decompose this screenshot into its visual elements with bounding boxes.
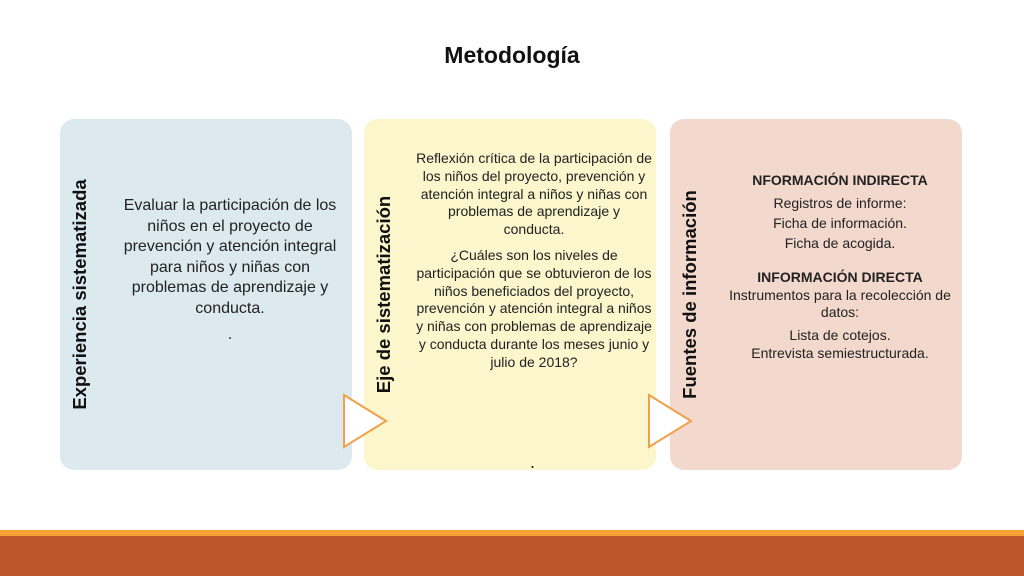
indirect-item: Ficha de acogida. <box>784 235 896 251</box>
panel-label-experiencia: Experiencia sistematizada <box>69 179 90 410</box>
experiencia-text: Evaluar la participación de los niños en el proyecto de prevención y atención integral para niños y niñas con problemas de aprendizaje y conducta. <box>123 197 337 317</box>
panel-body-eje <box>416 150 652 372</box>
experiencia-mark: . <box>227 326 233 343</box>
eje-text-1: Reflexión crítica de la participación de los niños del proyecto, prevención y atención integral a niños y niñas con problemas de aprendizaje y conducta. <box>416 150 652 238</box>
indirect-item: Ficha de información. <box>773 215 907 231</box>
direct-heading: INFORMACIÓN DIRECTA <box>757 269 923 285</box>
panel-body-experiencia <box>112 196 348 346</box>
direct-intro: Instrumentos para la recolección de datos: <box>729 287 951 320</box>
direct-item: Lista de cotejos. <box>789 327 891 343</box>
panel-body-fuentes <box>722 170 958 362</box>
eje-mark: . <box>530 452 536 472</box>
page-title: Metodología <box>444 42 580 68</box>
indirect-intro: Registros de informe: <box>773 195 907 211</box>
panel-label-eje: Eje de sistematización <box>373 195 394 394</box>
direct-item: Entrevista semiestructurada. <box>751 345 929 361</box>
footer-bar <box>0 536 1024 576</box>
panel-label-fuentes: Fuentes de información <box>679 190 700 399</box>
arrow-right-icon <box>342 393 388 449</box>
indirect-heading: NFORMACIÓN INDIRECTA <box>752 172 928 188</box>
arrow-right-icon <box>647 393 693 449</box>
eje-text-2: ¿Cuáles son los niveles de participación que se obtuvieron de los niños beneficiados del proyecto, prevención y atención integral a niños y niñas con problemas de aprendizaje y conducta durante los meses junio y julio de 2018? <box>416 246 652 370</box>
